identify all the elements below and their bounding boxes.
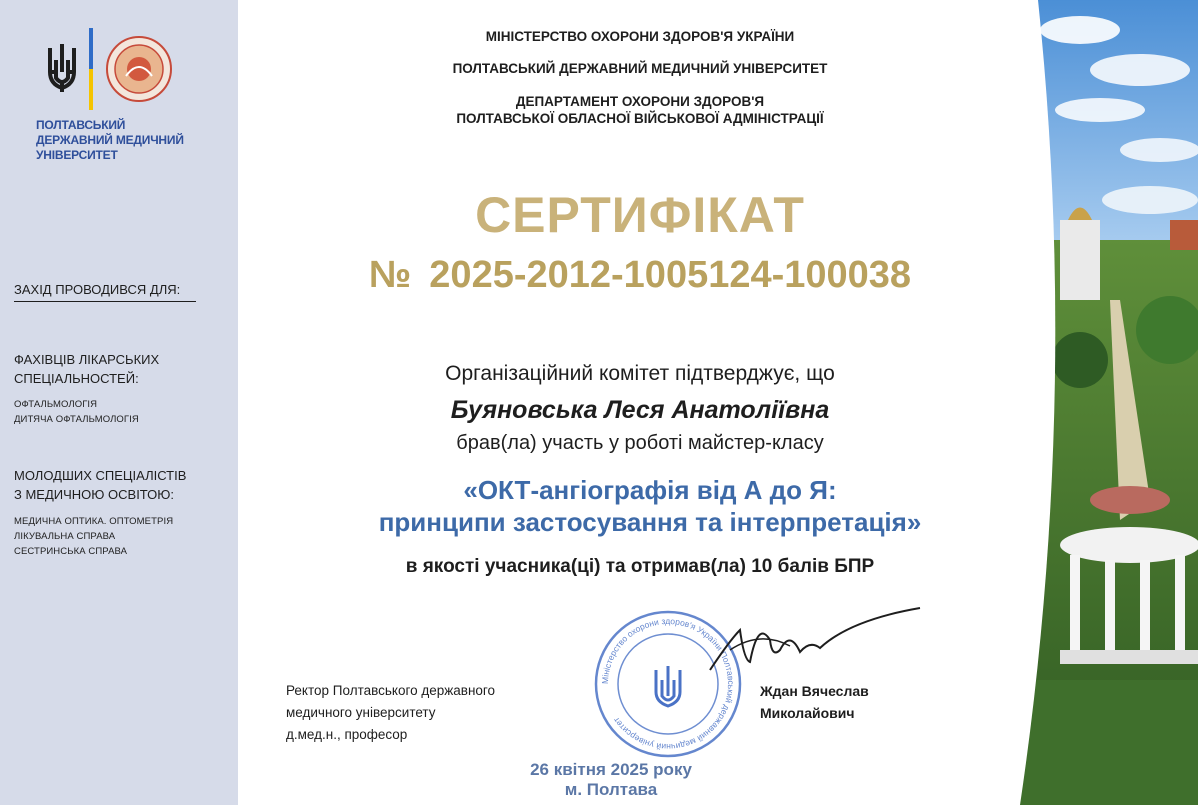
- stamp-text: Міністерство охорони здоров'я України Полтавський державний медичний університет: [599, 615, 737, 753]
- rector-line: медичного університету: [286, 705, 436, 720]
- signer-line-1: Ждан Вячеслав: [760, 683, 869, 699]
- group1-list: [14, 397, 139, 427]
- group2-item: ЛІКУВАЛЬНА СПРАВА: [14, 531, 116, 542]
- group2-item: СЕСТРИНСЬКА СПРАВА: [14, 546, 128, 557]
- rector-line: д.мед.н., професор: [286, 727, 408, 742]
- university-name-line: ПОЛТАВСЬКИЙ: [36, 118, 126, 132]
- city-text: м. Полтава: [564, 780, 658, 799]
- university-seal-icon: [106, 36, 172, 102]
- department-line-2: ПОЛТАВСЬКОЇ ОБЛАСНОЇ ВІЙСЬКОВОЇ АДМІНІСТРАЦІЇ: [456, 111, 824, 126]
- logo-group: [40, 28, 180, 118]
- group1-title: [14, 350, 159, 388]
- event-for-label: ЗАХІД ПРОВОДИВСЯ ДЛЯ:: [14, 280, 196, 302]
- white-curve: [1020, 0, 1198, 805]
- flag-bar: [89, 28, 93, 110]
- group1-title-line: ФАХІВЦІВ ЛІКАРСЬКИХ: [14, 352, 160, 367]
- group2-title: [14, 466, 186, 504]
- group2-list: [14, 514, 173, 559]
- signature-scribble: [700, 600, 930, 680]
- issue-date: [486, 760, 736, 800]
- trident-icon: [44, 42, 80, 94]
- group2-title-line: МОЛОДШИХ СПЕЦІАЛІСТІВ: [14, 468, 187, 483]
- stamp-trident-icon: [656, 666, 680, 706]
- participation-text: брав(ла) участь у роботі майстер-класу: [456, 432, 824, 454]
- event-title-line-2: принципи застосування та інтерпретація»: [378, 507, 922, 537]
- group1-title-line: СПЕЦІАЛЬНОСТЕЙ:: [14, 371, 139, 386]
- signer-line-2: Миколайович: [760, 705, 855, 721]
- group2-title-line: З МЕДИЧНОЮ ОСВІТОЮ:: [14, 487, 175, 502]
- signer-name: [760, 680, 869, 724]
- university-name: [36, 118, 206, 163]
- department-line-1: ДЕПАРТАМЕНТ ОХОРОНИ ЗДОРОВ'Я: [515, 94, 765, 109]
- result-text: в якості учасника(ці) та отримав(ла) 10 балів БПР: [405, 556, 875, 577]
- university-name-line: УНІВЕРСИТЕТ: [36, 148, 118, 162]
- participant-name: Буяновська Леся Анатоліївна: [450, 396, 830, 424]
- group1-item: ДИТЯЧА ОФТАЛЬМОЛОГІЯ: [14, 414, 139, 425]
- certificate-title: СЕРТИФІКАТ: [475, 187, 805, 243]
- number-value: 2025-2012-1005124-100038: [429, 254, 912, 296]
- certificate-number: [300, 254, 980, 297]
- date-text: 26 квітня 2025 року: [530, 760, 692, 779]
- poltava-photo: [1020, 0, 1198, 805]
- rector-title: [286, 680, 495, 746]
- university-name-line: ДЕРЖАВНИЙ МЕДИЧНИЙ: [36, 133, 184, 147]
- group1-item: ОФТАЛЬМОЛОГІЯ: [14, 399, 98, 410]
- ministry-name: МІНІСТЕРСТВО ОХОРОНИ ЗДОРОВ'Я УКРАЇНИ: [485, 29, 795, 44]
- rector-line: Ректор Полтавського державного: [286, 683, 496, 698]
- sidebar: [0, 0, 238, 805]
- confirm-text: Організаційний комітет підтверджує, що: [445, 362, 835, 385]
- group2-item: МЕДИЧНА ОПТИКА. ОПТОМЕТРІЯ: [14, 516, 174, 527]
- number-prefix: №: [368, 254, 412, 296]
- event-title-line-1: «ОКТ-ангіографія від А до Я:: [463, 475, 837, 505]
- university-full-name: ПОЛТАВСЬКИЙ ДЕРЖАВНИЙ МЕДИЧНИЙ УНІВЕРСИТЕТ: [452, 61, 828, 76]
